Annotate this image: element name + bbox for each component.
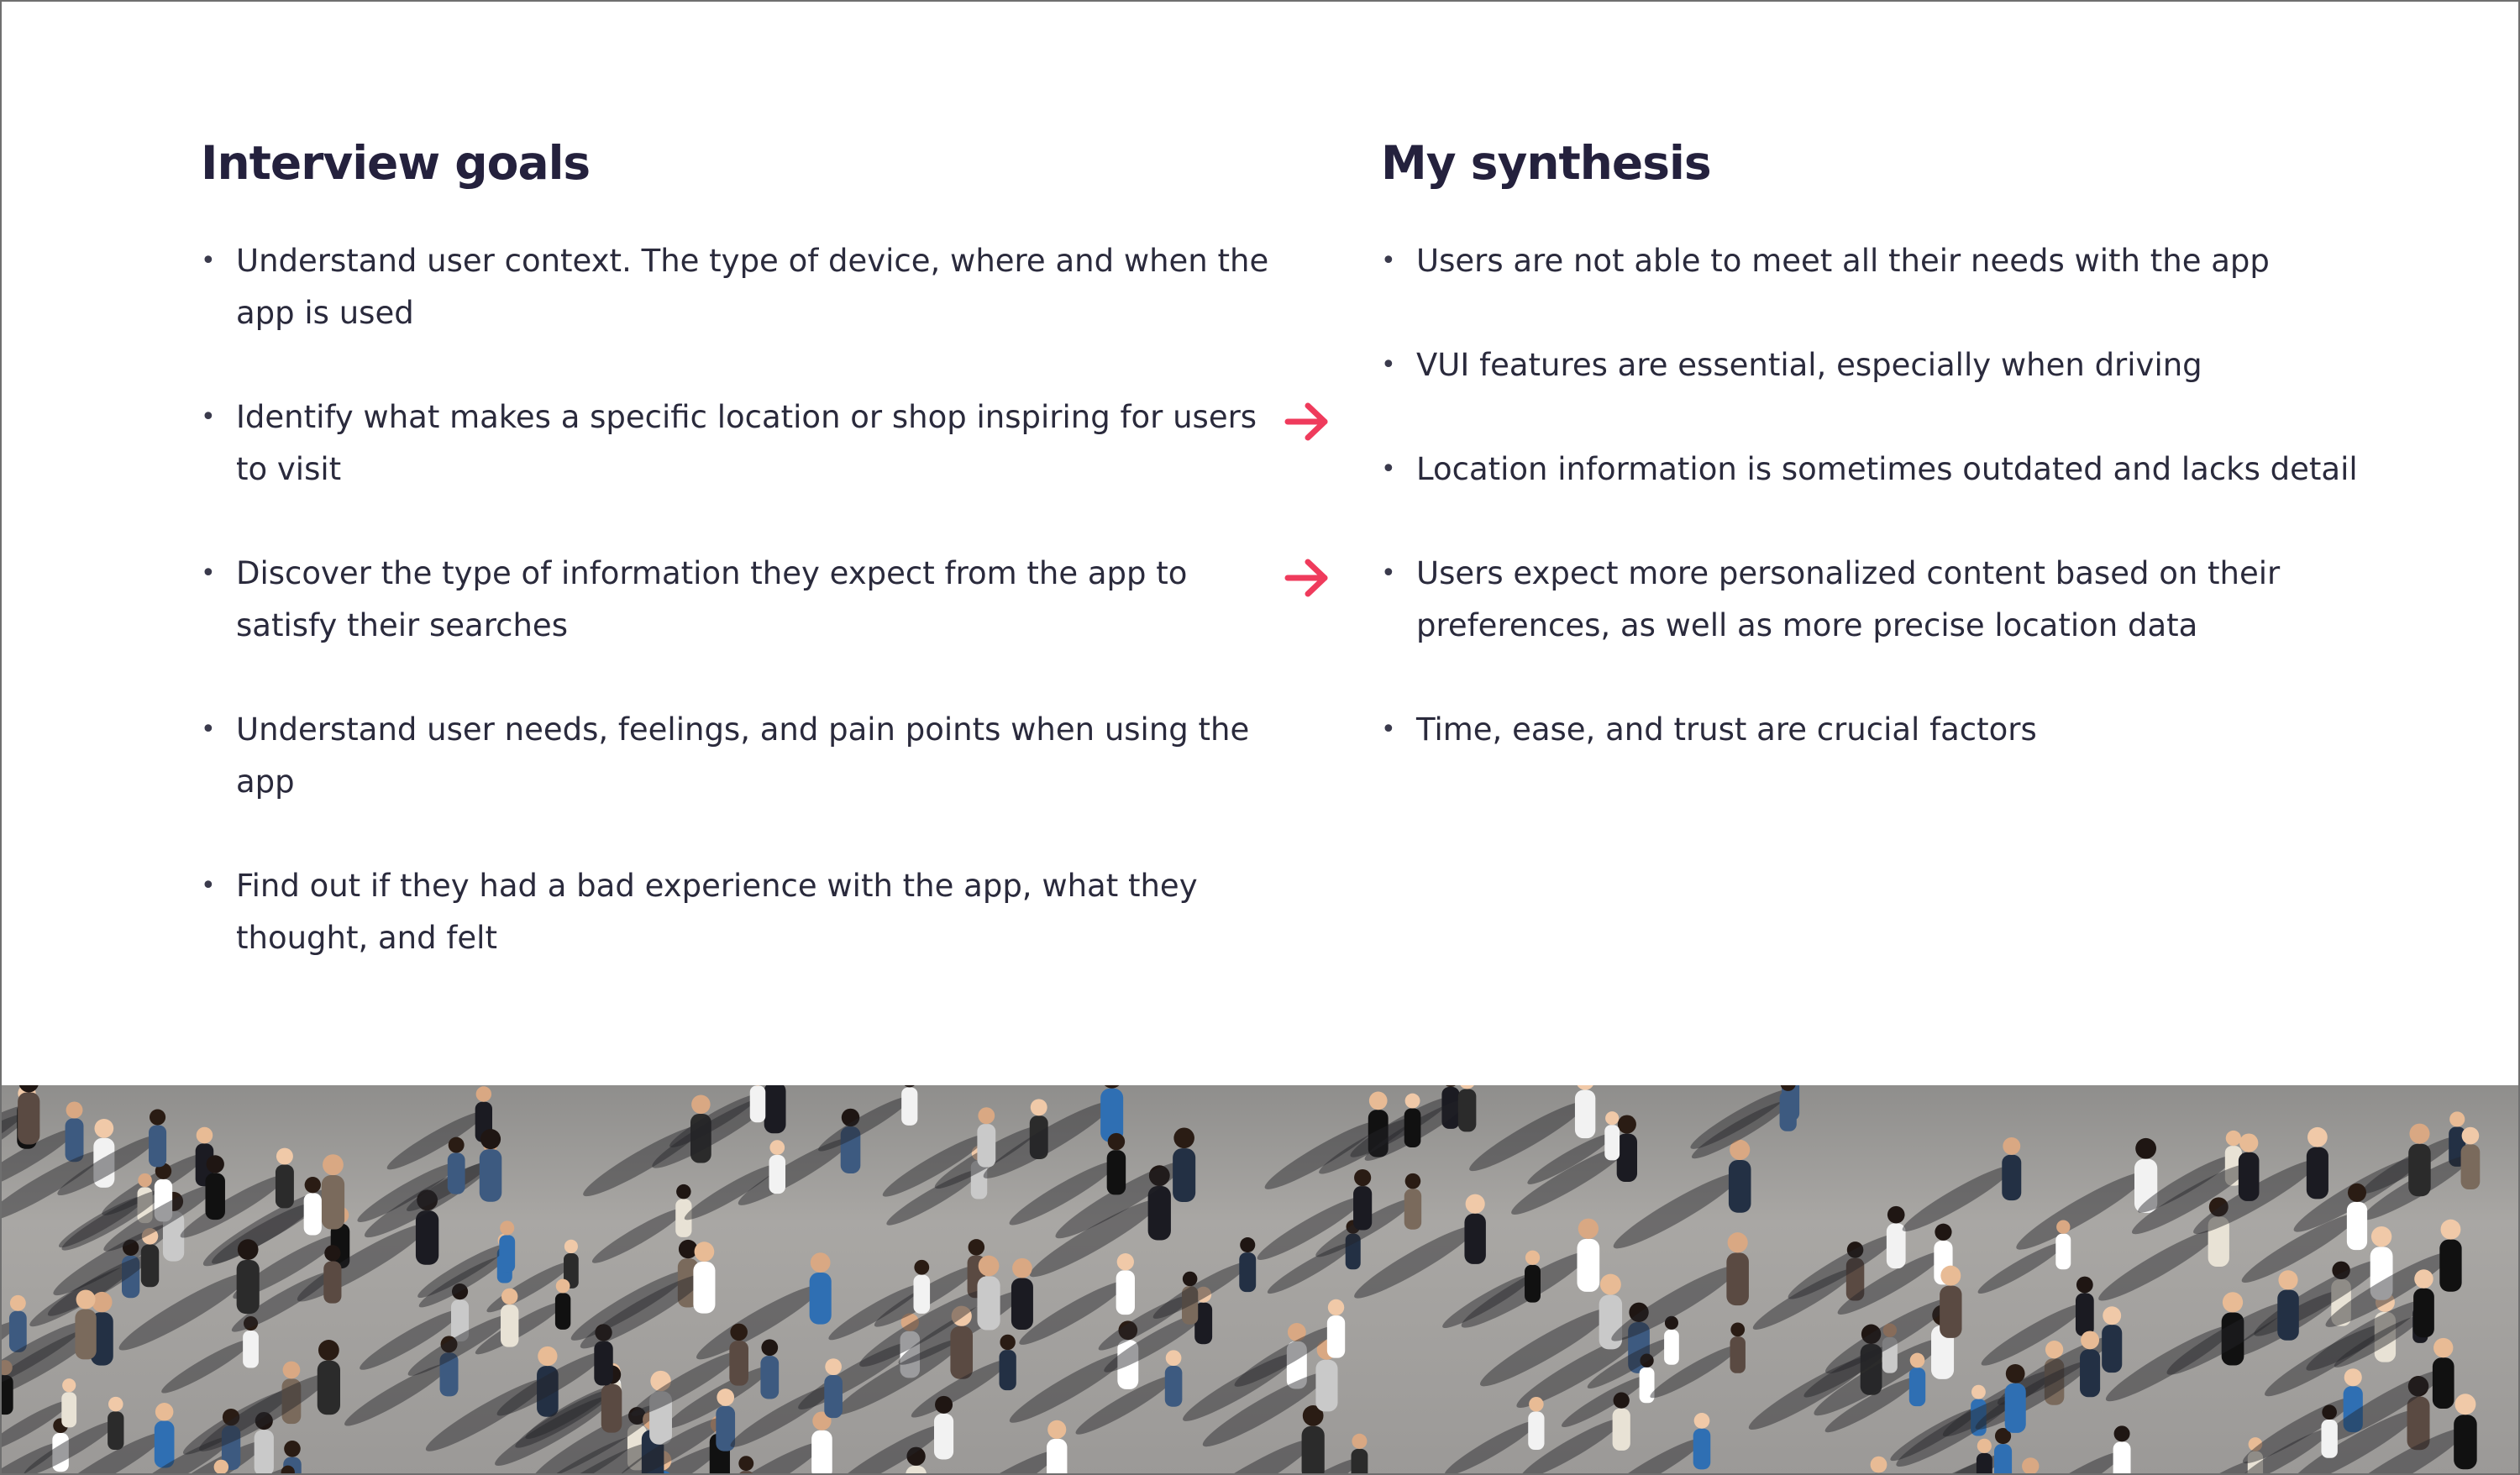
list-item-line: Location information is sometimes outdated and lacks detail bbox=[1416, 451, 2358, 487]
bullet-icon: • bbox=[1381, 454, 1396, 484]
list-item-line: app is used bbox=[236, 295, 414, 331]
list-item-line: Discover the type of information they expect from the app to bbox=[236, 555, 1188, 591]
bullet-icon: • bbox=[1381, 559, 1396, 588]
bullet-icon: • bbox=[201, 402, 216, 432]
arrow-right-icon bbox=[1283, 556, 1333, 600]
my-synthesis-heading: My synthesis bbox=[1381, 136, 1711, 190]
list-item-line: preferences, as well as more precise location data bbox=[1416, 607, 2198, 643]
list-item-line: Find out if they had a bad experience with the app, what they bbox=[236, 868, 1198, 904]
list-item-line: thought, and felt bbox=[236, 920, 497, 956]
crowd-photo bbox=[2, 1085, 2520, 1475]
list-item-line: Users expect more personalized content based on their bbox=[1416, 555, 2281, 591]
list-item bbox=[1381, 339, 2407, 391]
my-synthesis-list bbox=[1381, 235, 2407, 808]
bullet-icon: • bbox=[1381, 350, 1396, 380]
list-item-line: to visit bbox=[236, 451, 342, 487]
list-item bbox=[1381, 235, 2407, 287]
bullet-icon: • bbox=[201, 559, 216, 588]
list-item-line: Time, ease, and trust are crucial factors bbox=[1416, 711, 2037, 748]
arrow-right-icon bbox=[1283, 400, 1333, 444]
list-item-line: Identify what makes a specific location or shop inspiring for users bbox=[236, 399, 1257, 435]
bullet-icon: • bbox=[201, 871, 216, 900]
list-item bbox=[1381, 704, 2407, 756]
list-item-line: VUI features are essential, especially when driving bbox=[1416, 347, 2202, 383]
list-item bbox=[1381, 548, 2407, 652]
list-item bbox=[201, 548, 1278, 652]
bullet-icon: • bbox=[201, 246, 216, 276]
list-item bbox=[201, 235, 1278, 339]
bullet-icon: • bbox=[1381, 246, 1396, 276]
interview-goals-heading: Interview goals bbox=[201, 136, 591, 190]
list-item bbox=[201, 391, 1278, 496]
list-item bbox=[201, 704, 1278, 808]
list-item-line: Users are not able to meet all their needs with the app bbox=[1416, 243, 2270, 279]
bullet-icon: • bbox=[1381, 715, 1396, 744]
interview-goals-list bbox=[201, 235, 1278, 1016]
bullet-icon: • bbox=[201, 715, 216, 744]
list-item bbox=[1381, 444, 2407, 496]
crowd-people bbox=[2, 1085, 2480, 1475]
list-item-line: Understand user needs, feelings, and pain points when using the bbox=[236, 711, 1250, 748]
list-item-line: Understand user context. The type of device, where and when the bbox=[236, 243, 1269, 279]
list-item bbox=[201, 860, 1278, 964]
crowd-illustration bbox=[2, 1085, 2520, 1475]
list-item-line: app bbox=[236, 764, 295, 800]
list-item-line: satisfy their searches bbox=[236, 607, 568, 643]
